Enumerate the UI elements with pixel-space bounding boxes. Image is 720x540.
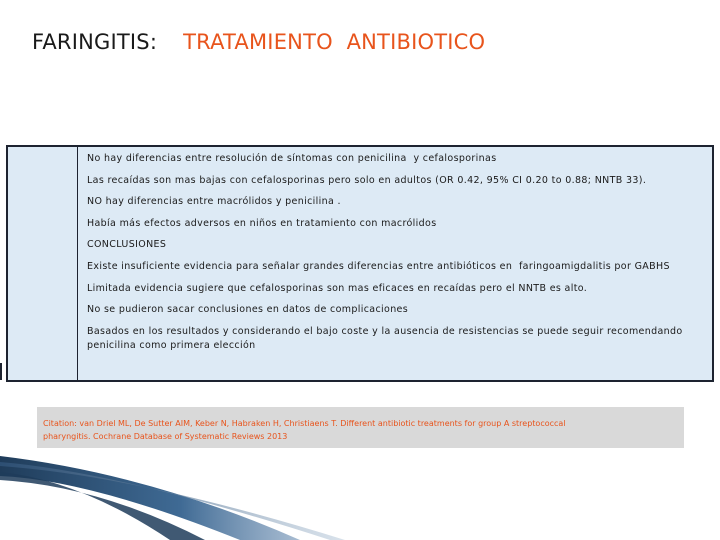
- finding-line: Había más efectos adversos en niños en tratamiento con macrólidos: [87, 217, 437, 229]
- table-column-divider: [77, 147, 78, 380]
- title-topic: FARINGITIS:: [32, 30, 158, 54]
- conclusion-line: Basados en los resultados y considerando el bajo coste y la ausencia de resistencias se puede seguir recomendando penicilina como primera elección: [87, 325, 683, 351]
- decorative-ribbon: [0, 450, 720, 540]
- conclusions-heading: CONCLUSIONES: [87, 239, 167, 251]
- conclusion-line: No se pudieron sacar conclusiones en datos de complicaciones: [87, 304, 409, 316]
- citation-line: pharyngitis. Cochrane Database of Systematic Reviews 2013: [43, 432, 288, 441]
- findings-content: [87, 152, 702, 353]
- conclusion-line: Limitada evidencia sugiere que cefalosporinas son mas eficaces en recaídas pero el NNTB es alto.: [87, 282, 588, 294]
- finding-line: Las recaídas son mas bajas con cefalosporinas pero solo en adultos (OR 0.42, 95% CI 0.20 to 0.88; NNTB 33).: [87, 174, 647, 186]
- finding-line: No hay diferencias entre resolución de síntomas con penicilina y cefalosporinas: [87, 153, 497, 164]
- edge-mark: [0, 363, 2, 380]
- finding-line: NO hay diferencias entre macrólidos y penicilina .: [87, 196, 341, 208]
- conclusion-line: Existe insuficiente evidencia para señalar grandes diferencias entre antibióticos en faringoamigdalitis por GABHS: [87, 260, 670, 272]
- citation-box: [37, 407, 684, 448]
- title-subject: TRATAMIENTO ANTIBIOTICO: [183, 30, 486, 54]
- findings-table: [6, 145, 714, 382]
- slide-title: [32, 30, 485, 54]
- citation-line: Citation: van Driel ML, De Sutter AIM, Keber N, Habraken H, Christiaens T. Different antibiotic treatments for group A streptococcal: [43, 419, 566, 428]
